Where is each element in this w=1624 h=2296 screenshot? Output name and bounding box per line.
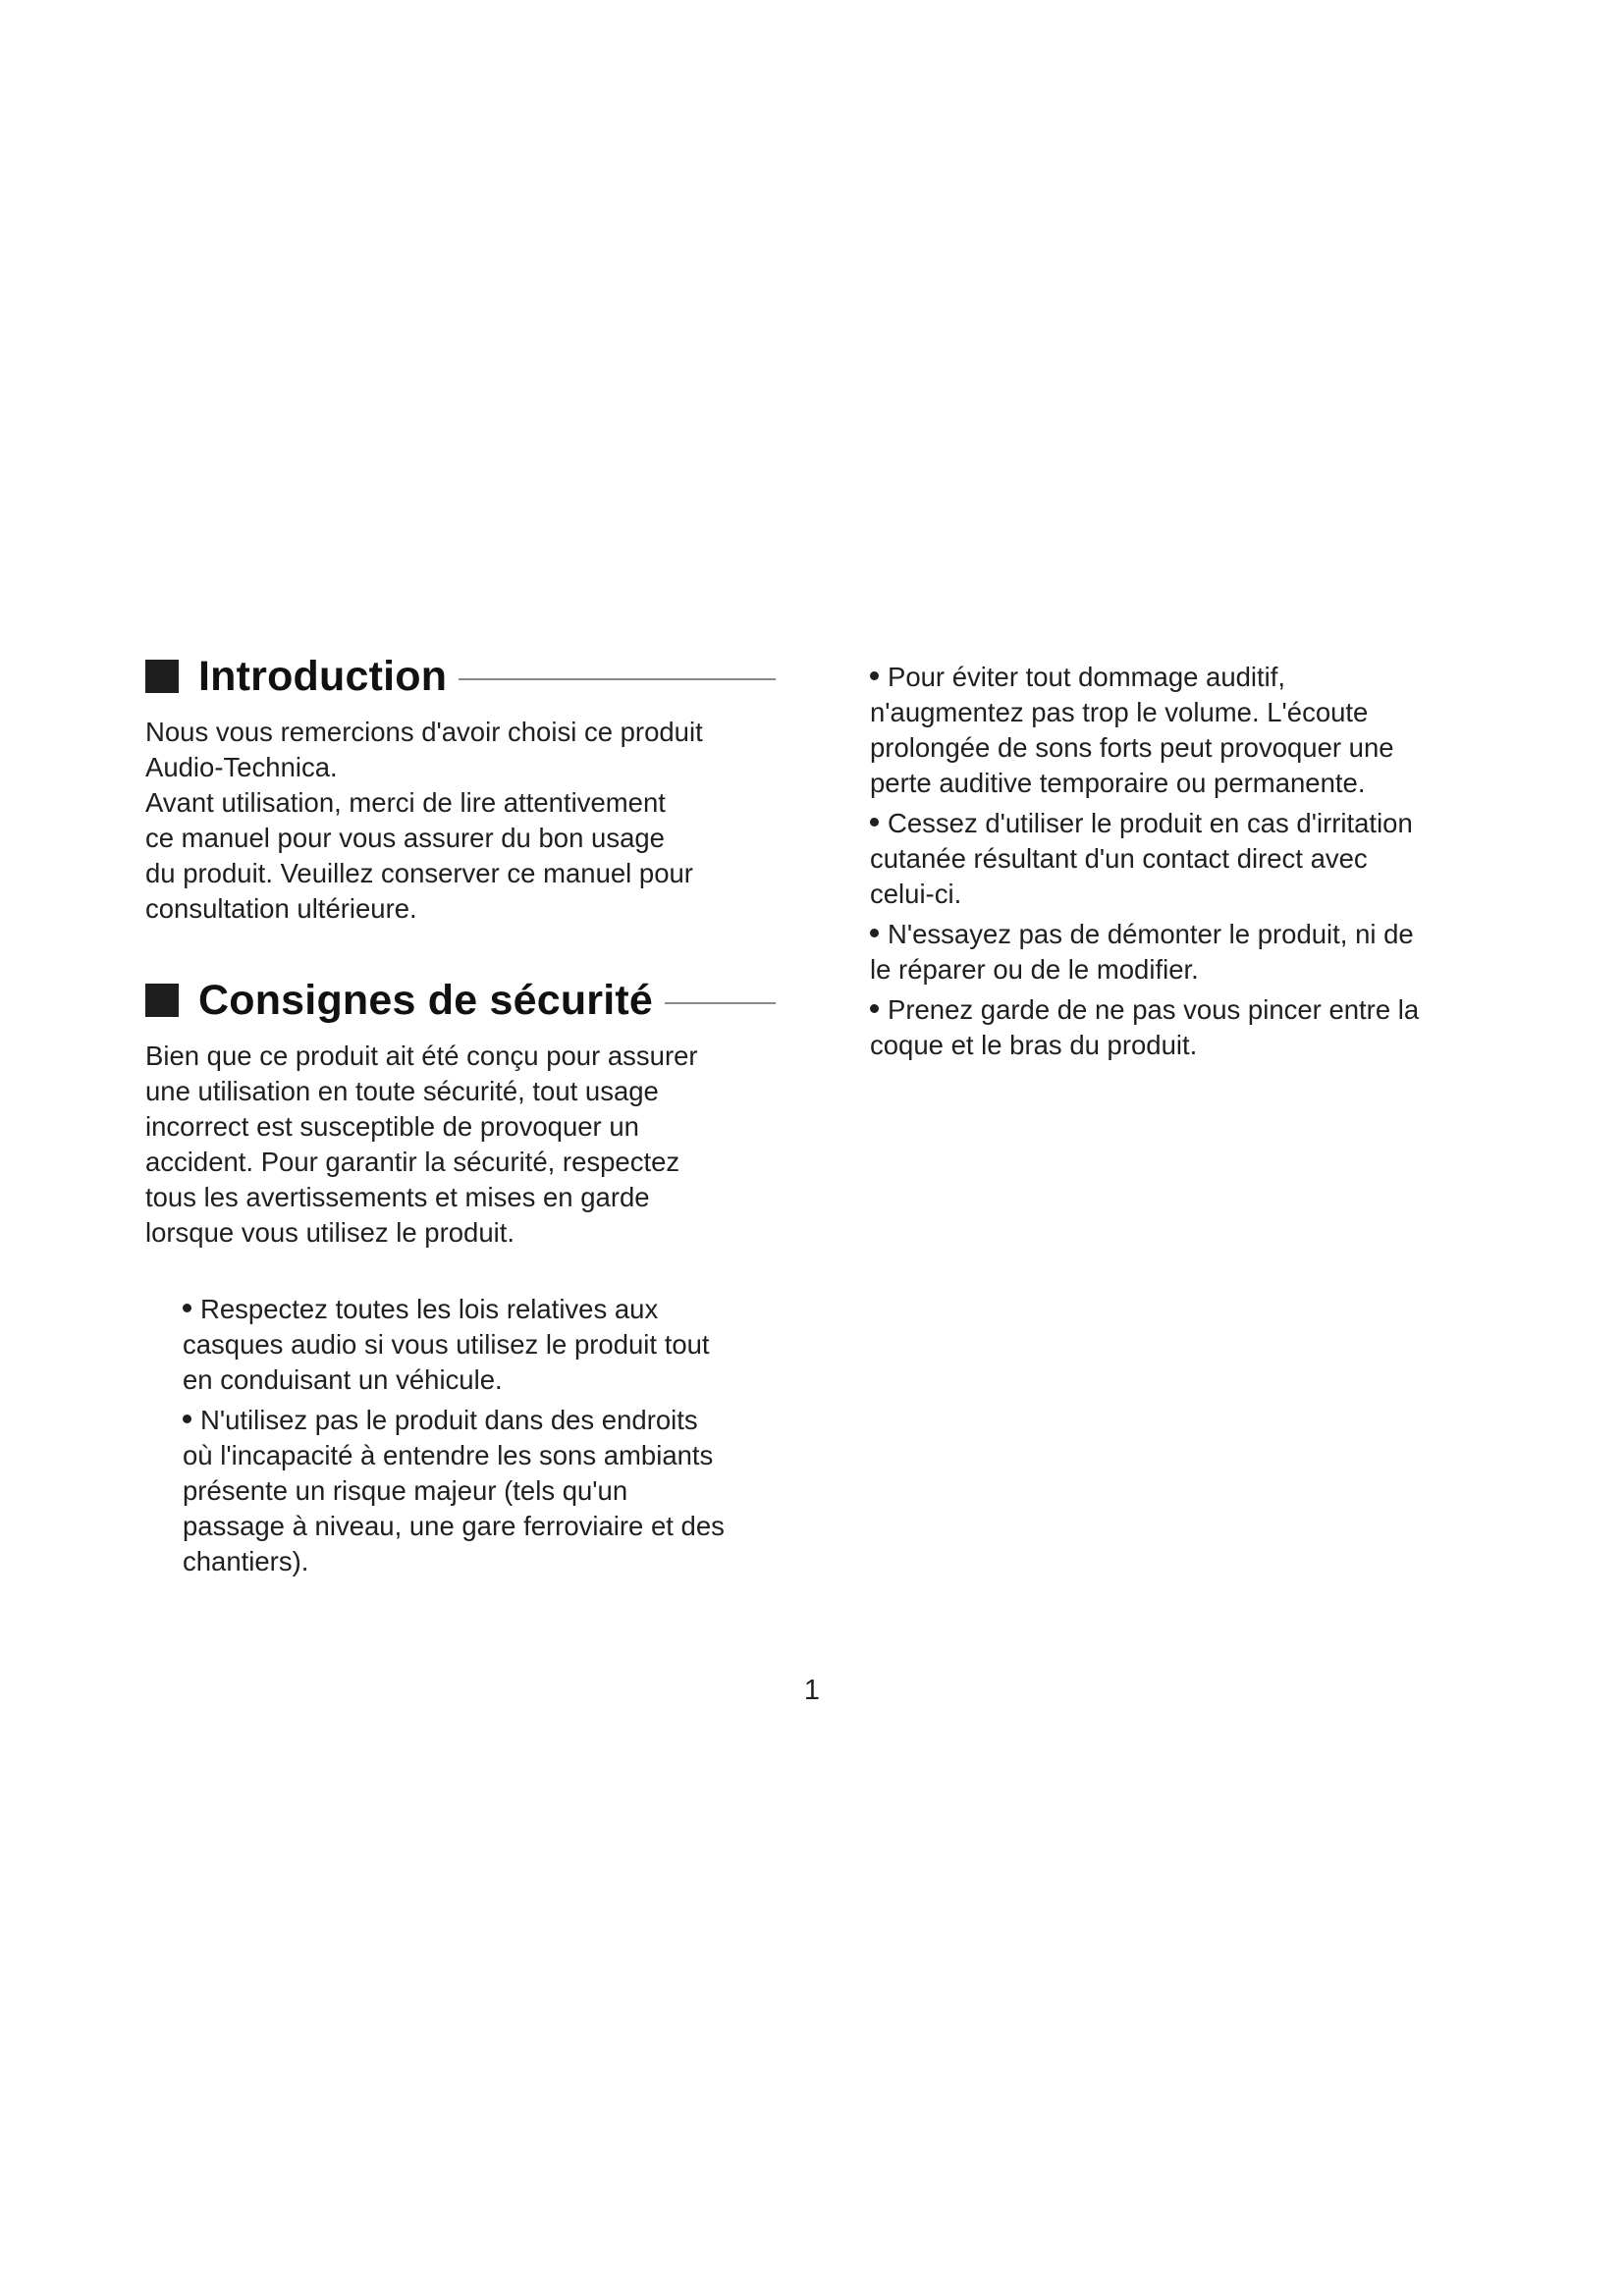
safety-bullet-list-left [145, 1292, 776, 1579]
safety-line: tous les avertissements et mises en garde [145, 1182, 650, 1212]
bullet-line: chantiers). [183, 1546, 309, 1576]
safety-line: incorrect est susceptible de provoquer un [145, 1111, 639, 1142]
bullet-line: présente un risque majeur (tels qu'un [183, 1475, 628, 1506]
bullet-item [870, 992, 1489, 1063]
heading-rule [459, 678, 776, 680]
bullet-line: N'utilisez pas le produit dans des endroits [200, 1405, 698, 1435]
bullet-line: cutanée résultant d'un contact direct avec [870, 843, 1368, 874]
intro-line: Nous vous remercions d'avoir choisi ce produit [145, 717, 703, 747]
safety-title: Consignes de sécurité [198, 976, 654, 1024]
introduction-heading [145, 648, 776, 705]
introduction-body [145, 715, 776, 927]
safety-line: Bien que ce produit ait été conçu pour assurer [145, 1041, 698, 1071]
left-column [145, 648, 776, 1584]
bullet-item [870, 660, 1489, 801]
bullet-line: passage à niveau, une gare ferroviaire et des [183, 1511, 725, 1541]
bullet-line: celui-ci. [870, 879, 962, 909]
bullet-dot-icon [870, 671, 879, 680]
bullet-dot-icon [183, 1415, 191, 1423]
bullet-line: perte auditive temporaire ou permanente. [870, 768, 1366, 798]
safety-heading [145, 972, 776, 1029]
right-column [870, 660, 1489, 1068]
bullet-line: casques audio si vous utilisez le produit tout [183, 1329, 710, 1360]
bullet-line: Cessez d'utiliser le produit en cas d'irritation [888, 808, 1413, 838]
bullet-line: prolongée de sons forts peut provoquer une [870, 732, 1394, 763]
bullet-item [870, 917, 1489, 988]
bullet-item [183, 1292, 776, 1398]
intro-line: Audio-Technica. [145, 752, 338, 782]
safety-bullet-list-right [870, 660, 1489, 1063]
intro-line: Avant utilisation, merci de lire attentivement [145, 787, 666, 818]
bullet-line: où l'incapacité à entendre les sons ambiants [183, 1440, 714, 1470]
page-number: 1 [803, 1675, 821, 1706]
safety-line: une utilisation en toute sécurité, tout usage [145, 1076, 659, 1106]
bullet-line: N'essayez pas de démonter le produit, ni de [888, 919, 1414, 949]
section-marker-icon [145, 984, 179, 1017]
intro-line: ce manuel pour vous assurer du bon usage [145, 823, 665, 853]
section-marker-icon [145, 660, 179, 693]
bullet-dot-icon [870, 1004, 879, 1013]
bullet-item [870, 806, 1489, 912]
bullet-line: en conduisant un véhicule. [183, 1364, 503, 1395]
bullet-line: coque et le bras du produit. [870, 1030, 1198, 1060]
safety-body [145, 1039, 776, 1251]
bullet-line: Pour éviter tout dommage auditif, [888, 662, 1286, 692]
bullet-line: Prenez garde de ne pas vous pincer entre la [888, 994, 1420, 1025]
bullet-line: Respectez toutes les lois relatives aux [200, 1294, 659, 1324]
safety-line: accident. Pour garantir la sécurité, respectez [145, 1147, 680, 1177]
bullet-item [183, 1403, 776, 1579]
bullet-line: n'augmentez pas trop le volume. L'écoute [870, 697, 1369, 727]
bullet-line: le réparer ou de le modifier. [870, 954, 1199, 985]
introduction-title: Introduction [198, 652, 448, 700]
bullet-dot-icon [870, 929, 879, 937]
safety-line: lorsque vous utilisez le produit. [145, 1217, 515, 1248]
bullet-dot-icon [870, 818, 879, 827]
intro-line: du produit. Veuillez conserver ce manuel pour [145, 858, 693, 888]
heading-rule [665, 1002, 776, 1004]
intro-line: consultation ultérieure. [145, 893, 417, 924]
bullet-dot-icon [183, 1304, 191, 1312]
